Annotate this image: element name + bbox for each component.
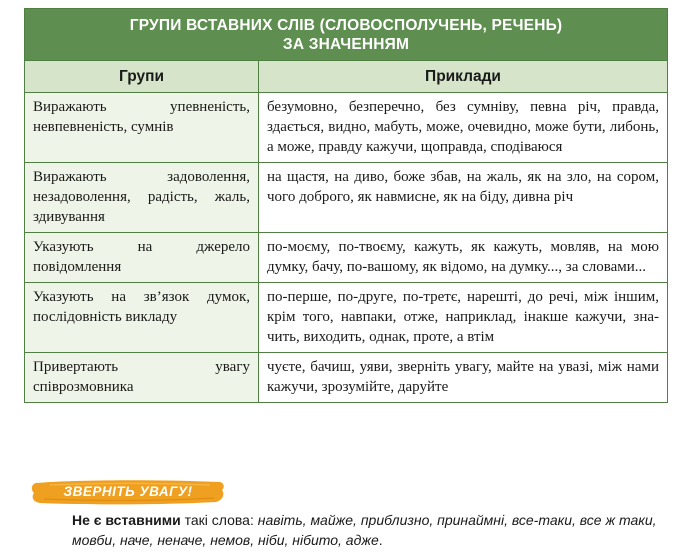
note-middle: такі слова: [180, 512, 258, 528]
group-cell: Указують на зв’язок думок, послідовність викладу [25, 283, 259, 353]
insertion-words-table [24, 8, 668, 403]
note-words: навіть, майже, приблизно, принаймні, все-таки, все ж таки, мовби, наче, неначе, немов, ніби, нібито, адже [72, 512, 657, 548]
note-lead: Не є вставними [72, 512, 181, 528]
page [24, 8, 667, 403]
examples-cell: на щастя, на диво, боже збав, на жаль, як на зло, на сором, чого доброго, як навмисне, як на біду, дивна річ [259, 163, 668, 233]
table-row [25, 353, 668, 403]
attention-banner-label: ЗВЕРНІТЬ УВАГУ! [63, 484, 193, 499]
column-header-groups: Групи [25, 61, 259, 93]
table-row [25, 233, 668, 283]
examples-cell: безумовно, безперечно, без сумніву, певна річ, правда, здається, видно, мабуть, може, очевидно, може бути, либонь, а може, правду кажучи, щоправда, сподіваюся [259, 93, 668, 163]
examples-cell: по-перше, по-друге, по-третє, нарешті, до речі, між іншим, крім того, навпаки, отже, наприклад, інакше кажучи, значить, виходить, однак, проте, а втім [259, 283, 668, 353]
table-row [25, 283, 668, 353]
group-cell: Привертають увагу співрозмовника [25, 353, 259, 403]
group-cell: Виражають задоволення, незадоволення, радість, жаль, здивування [25, 163, 259, 233]
note-paragraph [72, 510, 672, 550]
group-cell: Указують на джерело повідомлення [25, 233, 259, 283]
table-title-line-2: ЗА ЗНАЧЕННЯМ [282, 36, 410, 53]
table-title-row [25, 9, 668, 61]
table-row [25, 93, 668, 163]
examples-cell: по-моєму, по-твоєму, кажуть, як кажуть, мовляв, на мою думку, бачу, по-вашому, як відомо, на думку..., за словами... [259, 233, 668, 283]
table-header-row [25, 61, 668, 93]
attention-banner [30, 478, 226, 506]
group-cell: Виражають упевненість, невпевненість, сумнів [25, 93, 259, 163]
table-title [25, 9, 668, 61]
examples-cell: чуєте, бачиш, уяви, зверніть увагу, майте на увазі, між нами кажучи, зрозумійте, даруйте [259, 353, 668, 403]
column-header-examples: Приклади [259, 61, 668, 93]
table-title-line-1: ГРУПИ ВСТАВНИХ СЛІВ (СЛОВОСПОЛУЧЕНЬ, РЕЧЕНЬ) [129, 17, 563, 34]
table-row [25, 163, 668, 233]
note-end: . [378, 532, 383, 548]
